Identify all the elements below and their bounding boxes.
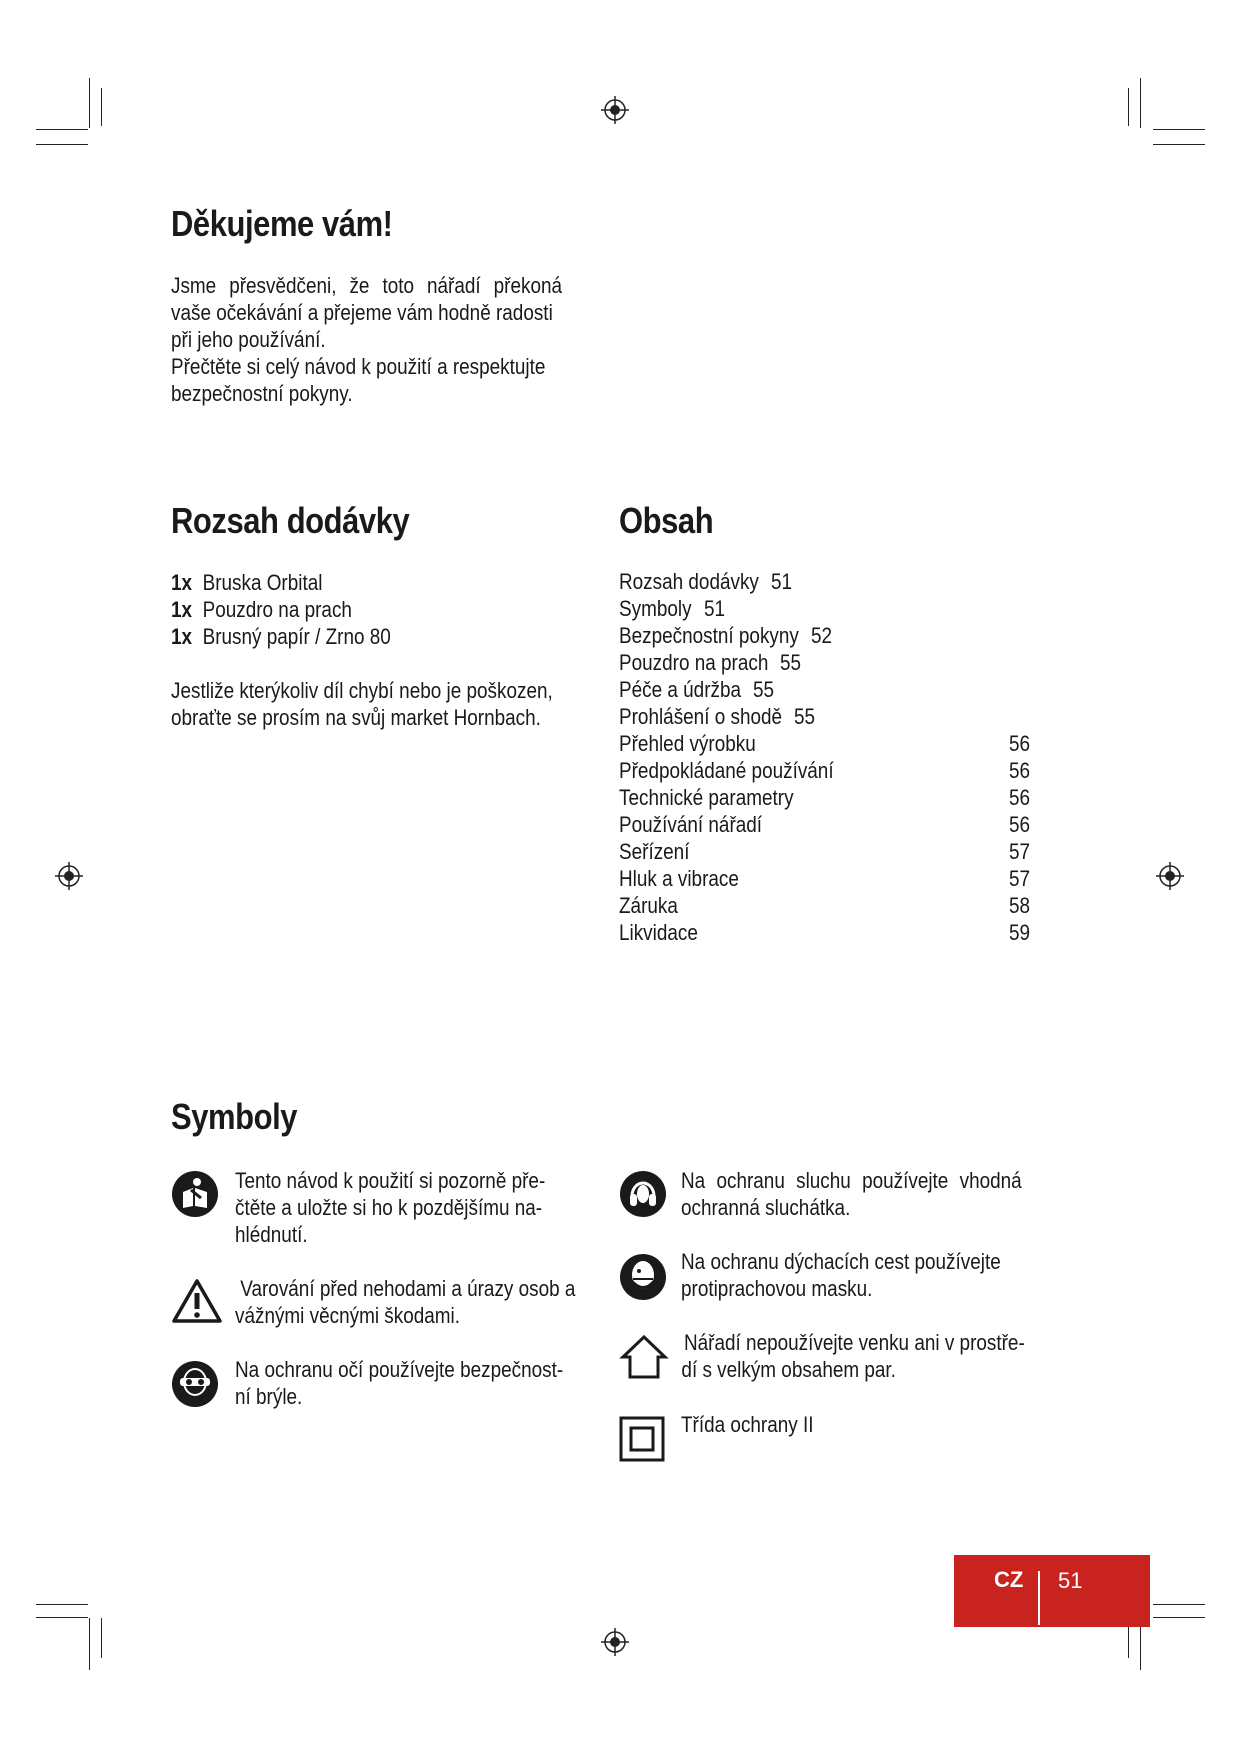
toc-entry-title: Bezpečnostní pokyny: [619, 623, 799, 648]
ear-protection-icon: [619, 1170, 667, 1218]
text-line: Třída ochrany II: [681, 1412, 814, 1437]
toc-entry-page: 57: [1008, 839, 1030, 864]
symbol-text: [235, 1275, 575, 1329]
crop-mark: [1140, 78, 1141, 128]
crop-mark: [89, 1618, 90, 1670]
toc-entry-title: Technické parametry: [619, 785, 794, 810]
text-line: dí s velkým obsahem par.: [681, 1357, 896, 1382]
text-line: čtěte a uložte si ho k pozdějšímu na-: [235, 1195, 543, 1220]
toc-entry-page: 58: [1008, 893, 1030, 918]
toc-entry: [619, 676, 1038, 703]
delivery-item-name: Brusný papír / Zrno 80: [202, 624, 391, 649]
text-line: ochranná sluchátka.: [681, 1195, 851, 1220]
toc-entry-title: Předpokládané používání: [619, 758, 834, 783]
text-line: Na ochranu sluchu používejte vhodná: [681, 1168, 1022, 1193]
toc-entry-title: Likvidace: [619, 920, 698, 945]
symbol-text: [235, 1356, 563, 1410]
toc-entry: [619, 703, 1038, 730]
text-line: Jestliže kterýkoliv díl chybí nebo je poškozen,: [171, 678, 553, 703]
footer-divider: [1038, 1571, 1040, 1625]
warning-triangle-icon: [171, 1278, 223, 1324]
crop-mark: [1128, 88, 1129, 126]
text-line: Jsme přesvědčeni, že toto nářadí překoná: [171, 273, 563, 298]
protection-class-ii-icon: [619, 1416, 665, 1462]
symbol-text: [681, 1248, 1001, 1302]
toc-entry-title: Prohlášení o shodě: [619, 704, 783, 729]
delivery-item-name: Bruska Orbital: [202, 570, 323, 595]
toc-entry-page: 57: [1008, 866, 1030, 891]
text-line: Tento návod k použití si pozorně pře-: [235, 1168, 546, 1193]
toc-entry: [619, 568, 1038, 595]
toc-entry: [619, 811, 1038, 838]
text-line: protiprachovou masku.: [681, 1276, 873, 1301]
toc-entry: [619, 622, 1038, 649]
toc-entry-title: Pouzdro na prach: [619, 650, 769, 675]
crop-mark: [101, 1618, 102, 1658]
registration-mark-icon: [600, 95, 630, 125]
language-code: CZ: [994, 1567, 1024, 1592]
toc-entry-page: 52: [810, 623, 832, 648]
symbol-text: [681, 1411, 814, 1438]
toc-entry-page: 56: [1008, 758, 1030, 783]
crop-mark: [89, 78, 90, 128]
text-line: Nářadí nepoužívejte venku ani v prostře-: [684, 1330, 1025, 1355]
toc-entry-page: 55: [780, 650, 802, 675]
registration-mark-icon: [1155, 861, 1185, 891]
toc-entry-title: Záruka: [619, 893, 678, 918]
delivery-item: [171, 596, 391, 623]
safety-glasses-icon: [171, 1360, 219, 1408]
toc-entry: [619, 865, 1038, 892]
page-number: 51: [1058, 1568, 1083, 1593]
text-line: obraťte se prosím na svůj market Hornbach.: [171, 705, 541, 730]
page-footer-tab: [954, 1555, 1150, 1627]
toc-entry-title: Používání nářadí: [619, 812, 763, 837]
text-line: Na ochranu dýchacích cest používejte: [681, 1249, 1001, 1274]
registration-mark-icon: [600, 1627, 630, 1657]
crop-mark: [36, 1604, 88, 1605]
crop-mark: [1153, 144, 1205, 145]
delivery-item-name: Pouzdro na prach: [202, 597, 352, 622]
crop-mark: [101, 88, 102, 126]
delivery-qty: 1x: [171, 624, 193, 649]
delivery-title: Rozsah dodávky: [171, 500, 410, 541]
contents-title: Obsah: [619, 500, 714, 541]
text-line: při jeho používání.: [171, 327, 326, 352]
toc-entry-page: 55: [753, 677, 775, 702]
symbol-text: [235, 1167, 545, 1248]
registration-mark-icon: [54, 861, 84, 891]
delivery-item: [171, 569, 391, 596]
crop-mark: [1153, 1604, 1205, 1605]
text-line: hlédnutí.: [235, 1222, 308, 1247]
toc-entry: [619, 838, 1038, 865]
delivery-item: [171, 623, 391, 650]
indoor-use-house-icon: [619, 1333, 669, 1381]
text-line: vaše očekávání a přejeme vám hodně radosti: [171, 300, 553, 325]
text-line: Na ochranu očí používejte bezpečnost-: [235, 1357, 564, 1382]
delivery-list: [171, 569, 391, 650]
toc-entry: [619, 757, 1038, 784]
text-line: bezpečnostní pokyny.: [171, 381, 353, 406]
toc-entry: [619, 730, 1038, 757]
toc-entry: [619, 649, 1038, 676]
symbols-title: Symboly: [171, 1096, 298, 1137]
text-line: Varování před nehodami a úrazy osob a: [235, 1276, 576, 1301]
toc-entry: [619, 595, 1038, 622]
text-line: vážnými věcnými škodami.: [235, 1303, 461, 1328]
crop-mark: [36, 129, 88, 130]
read-manual-icon: [171, 1170, 219, 1218]
toc-entry-page: 56: [1008, 731, 1030, 756]
dust-mask-icon: [619, 1253, 667, 1301]
delivery-qty: 1x: [171, 597, 193, 622]
toc-entry: [619, 784, 1038, 811]
toc-entry-page: 51: [703, 596, 725, 621]
toc-entry-page: 56: [1008, 785, 1030, 810]
toc-entry-title: Rozsah dodávky: [619, 569, 759, 594]
toc-entry-title: Hluk a vibrace: [619, 866, 739, 891]
delivery-qty: 1x: [171, 570, 193, 595]
symbol-text: [681, 1329, 1025, 1383]
toc-entry: [619, 892, 1038, 919]
toc-entry-title: Seřízení: [619, 839, 690, 864]
toc-entry-title: Symboly: [619, 596, 692, 621]
toc-entry-page: 56: [1008, 812, 1030, 837]
delivery-note: [171, 677, 553, 731]
toc-entry-title: Přehled výrobku: [619, 731, 756, 756]
crop-mark: [36, 144, 88, 145]
crop-mark: [1153, 129, 1205, 130]
crop-mark: [36, 1617, 88, 1618]
toc-entry-page: 55: [794, 704, 816, 729]
toc-entry: [619, 919, 1038, 946]
crop-mark: [1153, 1617, 1205, 1618]
text-line: Přečtěte si celý návod k použití a respektujte: [171, 354, 546, 379]
toc-entry-title: Péče a údržba: [619, 677, 742, 702]
symbol-text: [681, 1167, 1022, 1221]
text-line: ní brýle.: [235, 1384, 303, 1409]
toc-entry-page: 51: [770, 569, 792, 594]
toc-entry-page: 59: [1008, 920, 1030, 945]
thanks-title: Děkujeme vám!: [171, 203, 393, 244]
thanks-text: [171, 272, 592, 407]
